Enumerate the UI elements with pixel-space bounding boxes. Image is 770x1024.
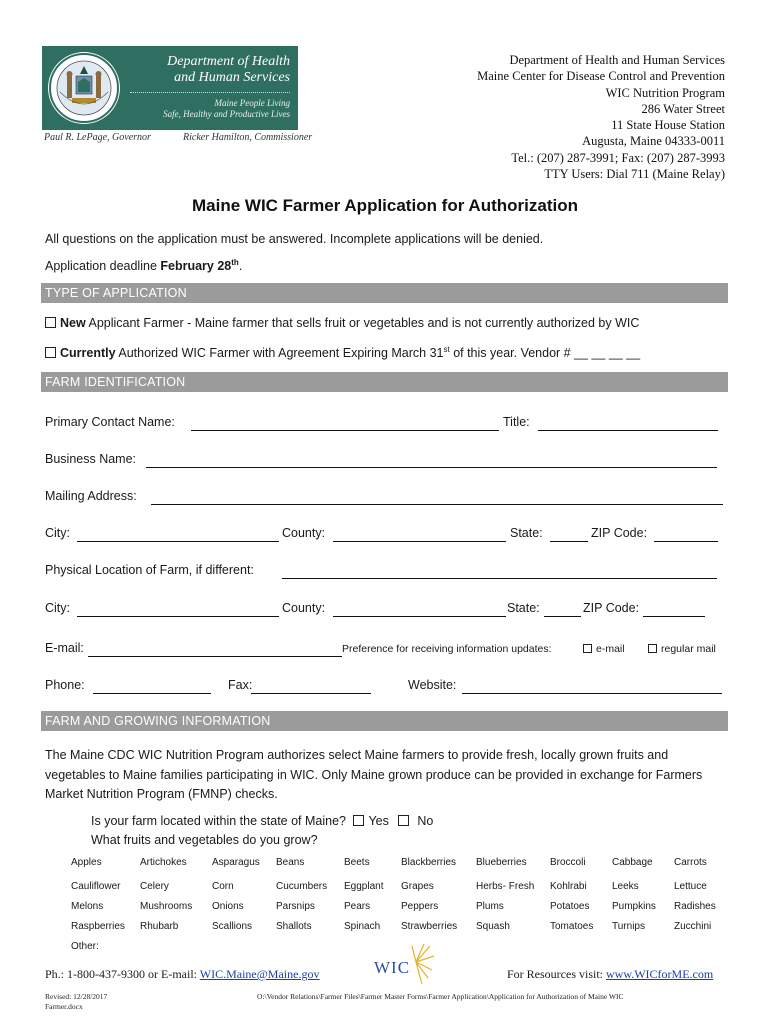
address-line: 11 State House Station <box>611 118 725 133</box>
physical-county-label: County: <box>282 601 326 615</box>
physical-county-field[interactable] <box>333 616 506 617</box>
produce-item[interactable]: Tomatoes <box>550 921 594 932</box>
produce-item[interactable]: Kohlrabi <box>550 881 587 892</box>
address-line: 286 Water Street <box>641 101 725 116</box>
produce-item[interactable]: Spinach <box>344 921 381 932</box>
produce-item[interactable]: Carrots <box>674 857 707 868</box>
produce-item[interactable]: Onions <box>212 901 244 912</box>
preference-email-option[interactable]: e-mail <box>583 643 625 655</box>
state-label: State: <box>510 526 543 540</box>
file-name: Farmer.docx <box>45 1002 83 1011</box>
produce-item[interactable]: Eggplant <box>344 881 384 892</box>
produce-item[interactable]: Artichokes <box>140 857 187 868</box>
address-line: Augusta, Maine 04333-0011 <box>582 134 725 149</box>
produce-item[interactable]: Corn <box>212 881 234 892</box>
physical-state-label: State: <box>507 601 540 615</box>
physical-city-label: City: <box>45 601 70 615</box>
zip-field[interactable] <box>654 541 718 542</box>
produce-item[interactable]: Scallions <box>212 921 253 932</box>
produce-item[interactable]: Pumpkins <box>612 901 656 912</box>
physical-zip-field[interactable] <box>643 616 705 617</box>
produce-item[interactable]: Grapes <box>401 881 434 892</box>
fax-label: Fax: <box>228 678 253 692</box>
physical-state-field[interactable] <box>544 616 581 617</box>
produce-item[interactable]: Squash <box>476 921 510 932</box>
governor-name: Paul R. LePage, Governor <box>44 132 151 143</box>
footer-resources: For Resources visit: www.WICforME.com <box>507 967 714 981</box>
option-currently-authorized[interactable]: Currently Authorized WIC Farmer with Agreement Expiring March 31st of this year. Vendor # __ __ __ __ <box>45 345 640 360</box>
file-path: O:\Vendor Relations\Farmer Files\Farmer Master Forms\Farmer Application\Application for Authorization of Maine WIC <box>257 992 624 1001</box>
produce-item[interactable]: Blueberries <box>476 857 527 868</box>
wic-logo <box>372 944 436 988</box>
maine-state-seal-icon <box>48 52 120 124</box>
county-label: County: <box>282 526 326 540</box>
physical-location-label: Physical Location of Farm, if different: <box>45 563 254 577</box>
preference-email-checkbox[interactable] <box>583 644 592 653</box>
no-checkbox[interactable] <box>398 815 409 826</box>
produce-item[interactable]: Turnips <box>612 921 645 932</box>
email-field[interactable] <box>88 656 342 657</box>
question-produce: What fruits and vegetables do you grow? <box>91 833 318 847</box>
produce-item[interactable]: Rhubarb <box>140 921 179 932</box>
produce-item[interactable]: Beets <box>344 857 370 868</box>
preference-mail-checkbox[interactable] <box>648 644 657 653</box>
fax-field[interactable] <box>251 693 371 694</box>
footer-contact: Ph.: 1-800-437-9300 or E-mail: WIC.Maine@Maine.gov <box>45 967 320 981</box>
produce-item[interactable]: Pears <box>344 901 371 912</box>
address-line: WIC Nutrition Program <box>605 85 725 100</box>
title-field[interactable] <box>538 430 718 431</box>
revised-date: Revised: 12/28/2017 <box>45 992 108 1001</box>
option-new-applicant[interactable]: New Applicant Farmer - Maine farmer that sells fruit or vegetables and is not currently authorized by WIC <box>45 316 639 330</box>
produce-item[interactable]: Plums <box>476 901 504 912</box>
physical-location-field[interactable] <box>282 578 717 579</box>
commissioner-name: Ricker Hamilton, Commissioner <box>183 132 313 143</box>
city-label: City: <box>45 526 70 540</box>
mailing-address-field[interactable] <box>151 504 723 505</box>
produce-item[interactable]: Raspberries <box>71 921 125 932</box>
produce-item[interactable]: Blackberries <box>401 857 457 868</box>
address-line: TTY Users: Dial 711 (Maine Relay) <box>544 167 725 182</box>
produce-item[interactable]: Lettuce <box>674 881 707 892</box>
currently-authorized-checkbox[interactable] <box>45 347 56 358</box>
produce-item[interactable]: Parsnips <box>276 901 315 912</box>
primary-contact-label: Primary Contact Name: <box>45 415 175 429</box>
physical-city-field[interactable] <box>77 616 279 617</box>
produce-item[interactable]: Mushrooms <box>140 901 193 912</box>
intro-text: All questions on the application must be answered. Incomplete applications will be denied. <box>45 232 544 246</box>
produce-item[interactable]: Cucumbers <box>276 881 328 892</box>
business-name-label: Business Name: <box>45 452 137 466</box>
produce-item[interactable]: Cabbage <box>612 857 653 868</box>
preference-label: Preference for receiving information updates: <box>342 643 552 655</box>
zip-label: ZIP Code: <box>591 526 648 540</box>
produce-item[interactable]: Celery <box>140 881 169 892</box>
physical-zip-label: ZIP Code: <box>583 601 640 615</box>
phone-label: Phone: <box>45 678 85 692</box>
address-line: Tel.: (207) 287-3991; Fax: (207) 287-3993 <box>511 150 725 165</box>
website-label: Website: <box>408 678 457 692</box>
produce-item[interactable]: Herbs- Fresh <box>476 881 535 892</box>
logo-divider <box>130 92 290 93</box>
yes-checkbox[interactable] <box>353 815 364 826</box>
produce-item[interactable]: Potatoes <box>550 901 590 912</box>
footer-email-link[interactable]: WIC.Maine@Maine.gov <box>199 967 320 981</box>
produce-item[interactable]: Apples <box>71 857 102 868</box>
city-field[interactable] <box>77 541 279 542</box>
agency-address <box>477 52 725 182</box>
produce-item[interactable]: Cauliflower <box>71 881 121 892</box>
state-field[interactable] <box>550 541 588 542</box>
mailing-address-label: Mailing Address: <box>45 489 137 503</box>
preference-mail-option[interactable]: regular mail <box>648 643 716 655</box>
page-title: Maine WIC Farmer Application for Authorization <box>192 196 578 215</box>
produce-item[interactable]: Peppers <box>401 901 439 912</box>
resources-link[interactable]: www.WICforME.com <box>606 967 714 981</box>
produce-item[interactable]: Melons <box>71 901 104 912</box>
wic-logo-text: WIC <box>374 958 411 977</box>
primary-contact-field[interactable] <box>191 430 499 431</box>
produce-item[interactable]: Beans <box>276 857 305 868</box>
section-farm-growing-information: FARM AND GROWING INFORMATION <box>41 711 728 731</box>
produce-item[interactable]: Radishes <box>674 901 716 912</box>
produce-item[interactable]: Strawberries <box>401 921 458 932</box>
produce-item[interactable]: Shallots <box>276 921 312 932</box>
dhhs-logo <box>42 46 298 130</box>
produce-item[interactable]: Leeks <box>612 881 639 892</box>
logo-department-name: Department of Health and Human Services <box>167 54 290 85</box>
question-farm-in-maine: Is your farm located within the state of Maine? Yes No <box>91 814 434 828</box>
county-field[interactable] <box>333 541 506 542</box>
logo-tagline: Maine People Living Safe, Healthy and Productive Lives <box>163 98 290 119</box>
produce-item[interactable]: Broccoli <box>550 857 586 868</box>
email-label: E-mail: <box>45 641 84 655</box>
section-farm-identification: FARM IDENTIFICATION <box>41 372 728 392</box>
application-deadline: Application deadline February 28th. <box>45 258 243 274</box>
website-field[interactable] <box>462 693 722 694</box>
business-name-field[interactable] <box>146 467 717 468</box>
title-label: Title: <box>503 415 530 429</box>
produce-other-label: Other: <box>71 941 99 952</box>
produce-item[interactable]: Asparagus <box>212 857 260 868</box>
new-applicant-checkbox[interactable] <box>45 317 56 328</box>
produce-item[interactable]: Zucchini <box>674 921 712 932</box>
phone-field[interactable] <box>93 693 211 694</box>
program-description: The Maine CDC WIC Nutrition Program authorizes select Maine farmers to provide fresh, locally grown fruits and vegetables to Maine families participating in WIC. Only Maine grown produce can be provided in exchange for Farmers Market Nutrition Program (FMNP) checks. <box>45 748 703 801</box>
address-line: Maine Center for Disease Control and Prevention <box>477 69 725 84</box>
section-type-of-application: TYPE OF APPLICATION <box>41 283 728 303</box>
address-line: Department of Health and Human Services <box>509 53 725 67</box>
